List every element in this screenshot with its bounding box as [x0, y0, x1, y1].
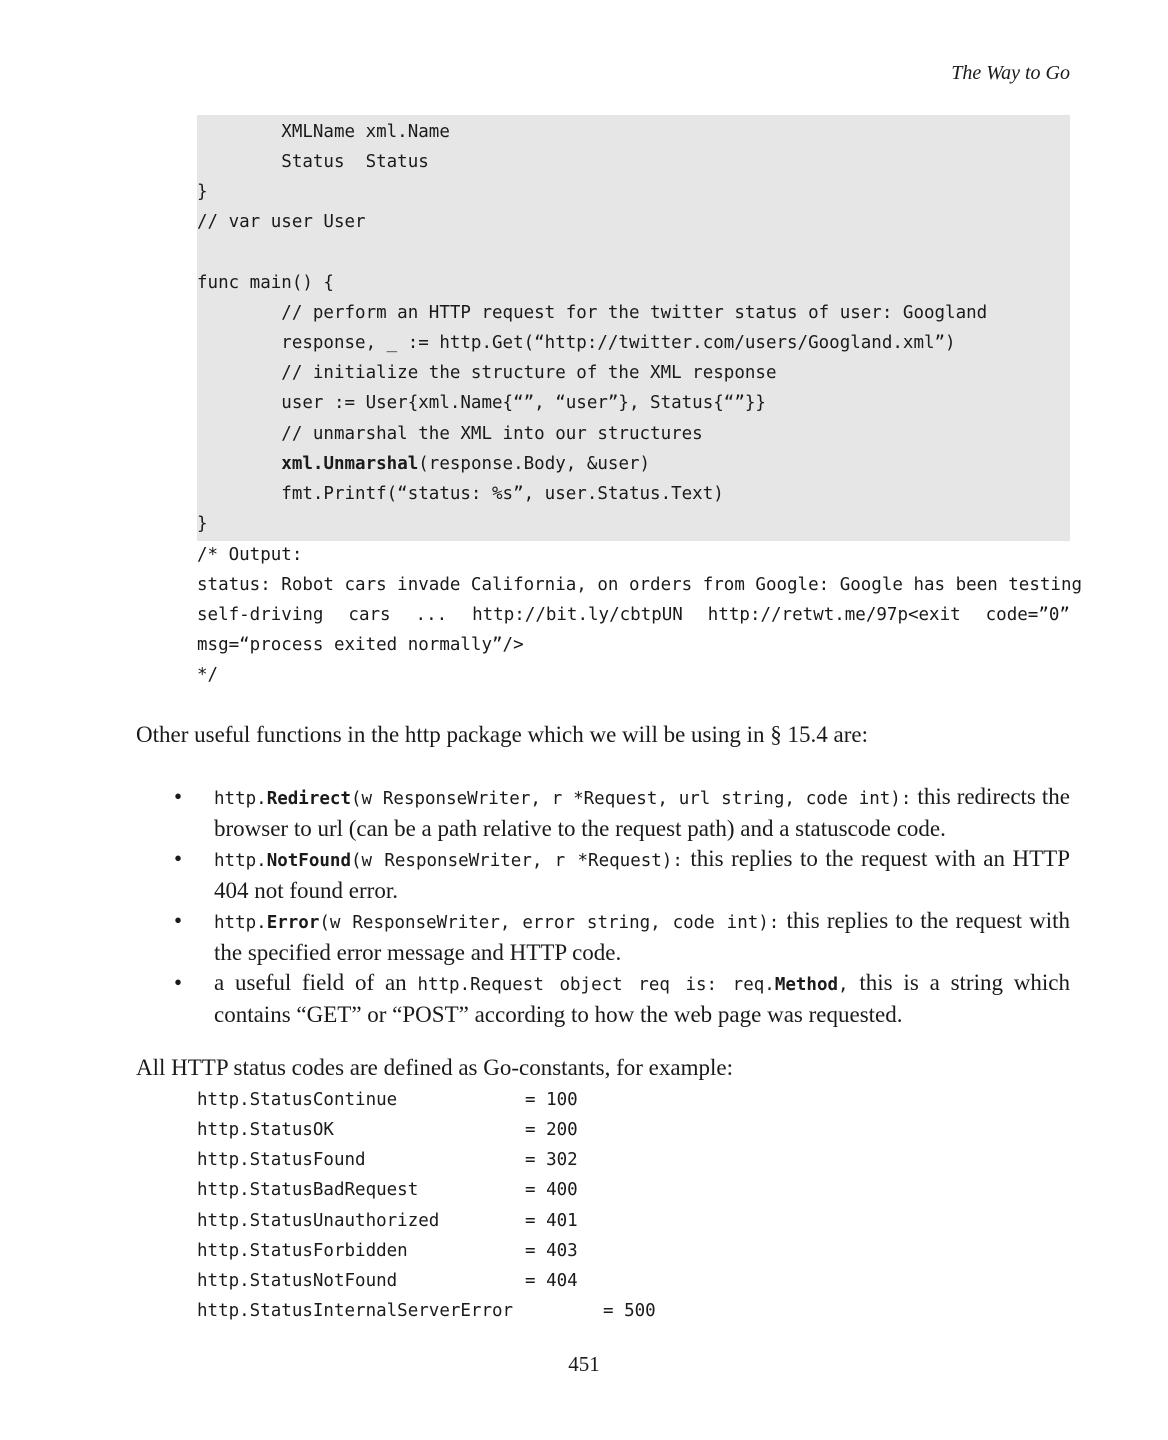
- constant-name: http.StatusInternalServerError: [197, 1301, 514, 1321]
- output-word: code=”0”: [985, 605, 1070, 625]
- output-word: cars: [348, 605, 391, 625]
- code-line: }: [197, 514, 208, 534]
- code-line: func main() {: [197, 273, 334, 293]
- constant-value: = 403: [525, 1241, 578, 1261]
- list-item-text: this redirects the browser to url (can be a path relative to the request path) and a statuscode code.: [214, 784, 1070, 841]
- list-item: [170, 844, 1070, 906]
- list-item-text: this is a string which contains “GET” or “POST” according to how the web page was requested.: [214, 970, 1070, 1027]
- code-line: fmt.Printf(“status: %s”, user.Status.Text): [197, 484, 724, 504]
- list-item-text: this replies to the request with the specified error message and HTTP code.: [214, 908, 1070, 965]
- running-header: The Way to Go: [951, 62, 1070, 84]
- code-field-name: Method: [774, 975, 839, 995]
- bullet-icon: •: [174, 846, 183, 871]
- list-item-text: this replies to the request with an HTTP 404 not found error.: [214, 846, 1070, 903]
- constant-value: = 200: [525, 1120, 578, 1140]
- constant-value: = 401: [525, 1211, 578, 1231]
- code-line: response, _ := http.Get(“http://twitter.com/users/Googland.xml”): [197, 333, 956, 353]
- code-line-unmarshal: [197, 453, 650, 475]
- constant-name: http.StatusNotFound: [197, 1271, 398, 1291]
- inline-code: [214, 789, 911, 809]
- page-number: 451: [568, 1352, 600, 1376]
- code-prefix: http.: [214, 913, 267, 933]
- code-line: Status Status: [197, 152, 429, 172]
- output-line: /* Output:: [197, 545, 303, 565]
- inline-code: [417, 975, 848, 995]
- code-signature: (w ResponseWriter, error string, code int):: [319, 913, 780, 933]
- output-line-justified: [197, 604, 1070, 626]
- code-line: // var user User: [197, 212, 366, 232]
- code-function-name: Error: [266, 913, 320, 933]
- code-block-background: [197, 115, 1070, 541]
- list-item: [170, 782, 1070, 844]
- constant-name: http.StatusContinue: [197, 1090, 398, 1110]
- code-line: XMLName xml.Name: [197, 122, 450, 142]
- code-signature: (w ResponseWriter, r *Request):: [350, 851, 683, 871]
- inline-code: [214, 913, 779, 933]
- code-function-name: NotFound: [266, 851, 351, 871]
- code-line: // initialize the structure of the XML response: [197, 363, 777, 383]
- constant-name: http.StatusFound: [197, 1150, 366, 1170]
- constant-name: http.StatusUnauthorized: [197, 1211, 440, 1231]
- constant-name: http.StatusBadRequest: [197, 1180, 419, 1200]
- list-item-text: a useful field of an: [214, 970, 418, 995]
- output-line: */: [197, 665, 219, 685]
- code-signature: ,: [838, 975, 849, 995]
- code-line: user := User{xml.Name{“”, “user”}, Status{“”}}: [197, 393, 766, 413]
- list-item: [170, 906, 1070, 968]
- constant-value: = 404: [525, 1271, 578, 1291]
- code-function-name: Redirect: [266, 789, 351, 809]
- code-line: // perform an HTTP request for the twitter status of user: Googland: [197, 303, 988, 323]
- intro-paragraph: Other useful functions in the http package which we will be using in § 15.4 are:: [136, 722, 868, 747]
- output-line: msg=“process exited normally”/>: [197, 635, 524, 655]
- bullet-icon: •: [174, 784, 183, 809]
- code-prefix: http.: [214, 851, 267, 871]
- output-link: http://retwt.me/97p<exit: [707, 605, 961, 625]
- output-word: self-driving: [197, 605, 324, 625]
- constant-name: http.StatusOK: [197, 1120, 334, 1140]
- output-word: ...: [415, 605, 448, 625]
- inline-code: [214, 851, 683, 871]
- function-list: [170, 782, 1070, 1030]
- code-function-name: xml.Unmarshal: [281, 454, 419, 474]
- code-function-args: (response.Body, &user): [418, 454, 651, 474]
- list-item: [170, 968, 1070, 1030]
- bullet-icon: •: [174, 970, 183, 995]
- status-paragraph: All HTTP status codes are defined as Go-constants, for example:: [136, 1055, 733, 1080]
- constant-value: = 400: [525, 1180, 578, 1200]
- bullet-icon: •: [174, 908, 183, 933]
- output-link: http://bit.ly/cbtpUN: [472, 605, 683, 625]
- code-line: // unmarshal the XML into our structures: [197, 424, 703, 444]
- constant-value: = 302: [525, 1150, 578, 1170]
- code-prefix: http.: [214, 789, 267, 809]
- output-line: status: Robot cars invade California, on orders from Google: Google has been testing: [197, 575, 1083, 595]
- constant-value: = 100: [525, 1090, 578, 1110]
- code-indent: [197, 454, 281, 474]
- code-line: }: [197, 182, 208, 202]
- constant-name: http.StatusForbidden: [197, 1241, 408, 1261]
- constant-value: = 500: [603, 1301, 656, 1321]
- code-prefix: http.Request object req is: req.: [417, 975, 775, 995]
- code-signature: (w ResponseWriter, r *Request, url string, code int):: [350, 789, 912, 809]
